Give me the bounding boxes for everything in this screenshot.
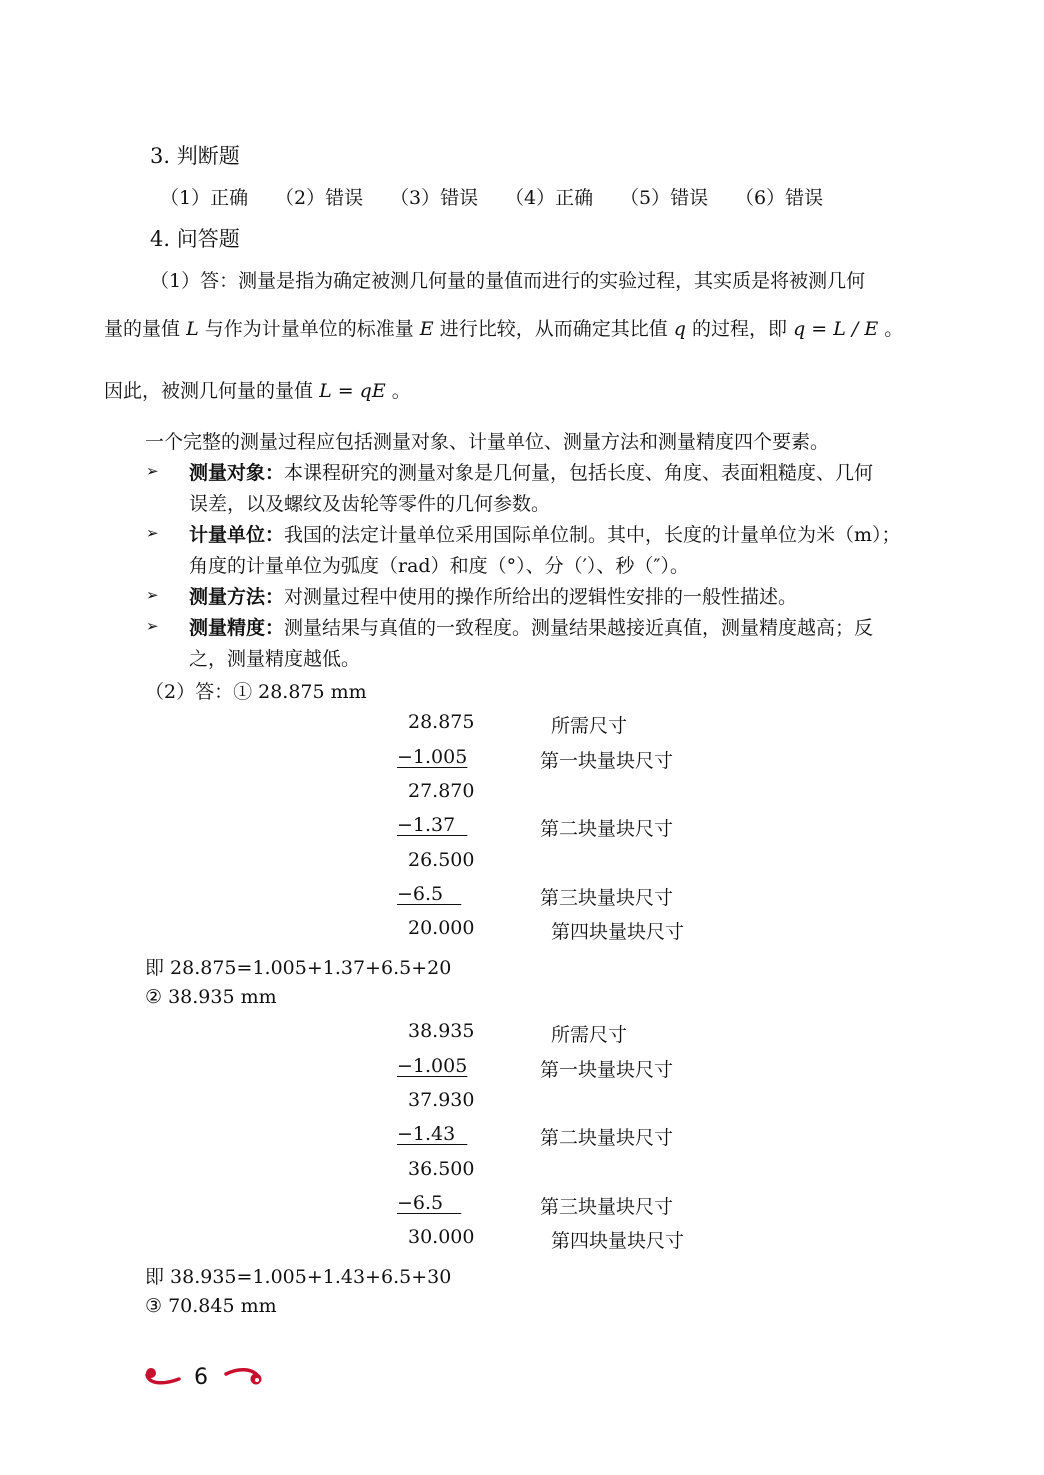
- calc-subtrahend: −1.005: [397, 1055, 468, 1077]
- symbol-E: E: [419, 318, 434, 340]
- result-2: 即 38.935=1.005+1.43+6.5+30: [145, 1266, 452, 1288]
- q2c-header: ③ 70.845 mm: [145, 1295, 277, 1317]
- left-swirl-icon: [143, 1366, 183, 1388]
- bullet-4-line-1: [189, 613, 873, 640]
- measurement-intro: 一个完整的测量过程应包括测量对象、计量单位、测量方法和测量精度四个要素。: [145, 431, 830, 453]
- q1-line-3: [104, 376, 411, 403]
- calc-label: 第三块量块尺寸: [540, 887, 674, 909]
- bullet-2-line-1: [189, 520, 901, 547]
- answer-5: （5）错误: [620, 187, 709, 209]
- answer-2: （2）错误: [275, 187, 364, 209]
- q1-line-1: （1）答：测量是指为确定被测几何量的量值而进行的实验过程，其实质是将被测几何: [150, 270, 866, 292]
- calc-number: 27.870: [408, 780, 475, 802]
- q1-line-2: [104, 314, 903, 341]
- answer-6: （6）错误: [735, 187, 824, 209]
- calc-number: 38.935: [408, 1020, 475, 1042]
- answer-3: （3）错误: [390, 187, 479, 209]
- formula-q-equals-L-over-E: q = L / E: [793, 318, 879, 340]
- calc-label: 第一块量块尺寸: [540, 1059, 674, 1081]
- q1-text-c: 进行比较，从而确定其比值: [439, 318, 668, 340]
- right-swirl-icon: [222, 1366, 266, 1388]
- symbol-q: q: [673, 318, 686, 340]
- bullet-1-line-2: 误差，以及螺纹及齿轮等零件的几何参数。: [189, 493, 551, 515]
- calc-number: 37.930: [408, 1089, 475, 1111]
- q1-text-b: 与作为计量单位的标准量: [204, 318, 414, 340]
- calc-number: 26.500: [408, 849, 475, 871]
- formula-L-equals-qE: L = qE: [319, 380, 386, 402]
- calc-label: 第二块量块尺寸: [540, 818, 674, 840]
- q1-text-f: 因此，被测几何量的量值: [104, 380, 314, 402]
- symbol-L: L: [186, 318, 199, 340]
- calc-subtrahend: −6.5: [397, 1192, 462, 1214]
- bullet-2-line-2: 角度的计量单位为弧度（rad）和度（°）、分（′）、秒（″）。: [189, 555, 689, 577]
- calc-label: 所需尺寸: [551, 1024, 628, 1046]
- calc-subtrahend: −1.37: [397, 814, 468, 836]
- bullet-1-text: 本课程研究的测量对象是几何量，包括长度、角度、表面粗糙度、几何: [284, 462, 874, 484]
- bullet-4-term: 测量精度：: [189, 617, 285, 639]
- result-1: 即 28.875=1.005+1.37+6.5+20: [145, 957, 452, 979]
- answer-4: （4）正确: [505, 187, 594, 209]
- calc-subtrahend: −1.43: [397, 1123, 468, 1145]
- section-4-title: 4. 问答题: [150, 227, 240, 251]
- calc-number: 20.000: [408, 917, 475, 939]
- calc-subtrahend: −6.5: [397, 883, 462, 905]
- calc-subtrahend: −1.005: [397, 746, 468, 768]
- bullet-arrow-icon: ➢: [146, 617, 159, 635]
- bullet-1-line-1: [189, 458, 873, 485]
- bullet-2-term: 计量单位：: [189, 524, 285, 546]
- calc-number: 36.500: [408, 1158, 475, 1180]
- calc-number: 30.000: [408, 1226, 475, 1248]
- bullet-4-line-2: 之，测量精度越低。: [189, 648, 361, 670]
- calc-label: 第二块量块尺寸: [540, 1127, 674, 1149]
- bullet-arrow-icon: ➢: [146, 462, 159, 480]
- bullet-3-term: 测量方法：: [189, 586, 285, 608]
- calc-label: 第一块量块尺寸: [540, 750, 674, 772]
- bullet-arrow-icon: ➢: [146, 524, 159, 542]
- calc-number: 28.875: [408, 711, 475, 733]
- calc-label: 第三块量块尺寸: [540, 1196, 674, 1218]
- page-number: 6: [194, 1365, 208, 1390]
- q2-header: （2）答：① 28.875 mm: [145, 681, 367, 703]
- q1-text-d: 的过程，即: [692, 318, 788, 340]
- bullet-4-text: 测量结果与真值的一致程度。测量结果越接近真值，测量精度越高；反: [284, 617, 874, 639]
- calc-label: 所需尺寸: [551, 715, 628, 737]
- bullet-arrow-icon: ➢: [146, 586, 159, 604]
- bullet-3-text: 对测量过程中使用的操作所给出的逻辑性安排的一般性描述。: [284, 586, 798, 608]
- q1-text-g: 。: [391, 380, 411, 402]
- bullet-1-term: 测量对象：: [189, 462, 285, 484]
- q1-text-a: 量的量值: [104, 318, 181, 340]
- bullet-3-line-1: [189, 582, 797, 609]
- answer-1: （1）正确: [160, 187, 249, 209]
- bullet-2-text: 我国的法定计量单位采用国际单位制。其中，长度的计量单位为米（m）；: [284, 524, 901, 546]
- section-3-title: 3. 判断题: [150, 144, 240, 168]
- q1-text-e: 。: [884, 318, 904, 340]
- calc-label: 第四块量块尺寸: [551, 921, 685, 943]
- q2b-header: ② 38.935 mm: [145, 986, 277, 1008]
- calc-label: 第四块量块尺寸: [551, 1230, 685, 1252]
